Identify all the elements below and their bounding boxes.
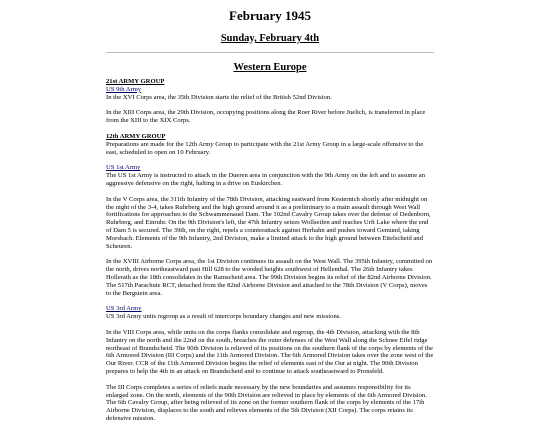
paragraph: US 3rd Army units regroup as a result of intercorps boundary changes and new missions. bbox=[106, 313, 341, 321]
paragraph: In the XIII Corps area, the 29th Division, occupying positions along the Roer River before Juelich, is transferred in place from the XIII to the XIX Corps. bbox=[106, 109, 426, 125]
army-link-9th[interactable]: US 9th Army bbox=[106, 85, 142, 93]
paragraph: In the V Corps area, the 311th Infantry of the 78th Division, attacking eastward from Kesternich shortly after midnight on the night of the 3-4, takes Ruhrberg and the high ground around it as a preliminary to a main assault through West Wall fortifications for approaches to the Schwammenauel Dam. The 102nd Cavalry Group takes over the defense of Dedenborn, Ruhrberg, and Einruhr. On the 9th Division's left, the 47th Infantry seizes Wollseifen and reaches Urft Lake where the end of Dam 5 is secured. The 39th, on the right, repels a counterattack against Herhahn and pushes toward Gemund, taking Morsbach. Elements of the 9th Infantry, 2nd Division, make a limited attack to the high ground between Ettelscheid and Scheuren. bbox=[106, 195, 431, 250]
paragraph: In the XVI Corps area, the 35th Division starts the relief of the British 52nd Division. bbox=[106, 93, 332, 101]
army-link-1st[interactable]: US 1st Army bbox=[106, 164, 141, 172]
paragraph: The US 1st Army is instructed to attack in the Dueren area in conjunction with the 9th Army on the left and to assume an aggressive defensive on the right, halting in a drive on Euskirchen. bbox=[106, 172, 425, 187]
paragraph: In the VIII Corps area, while units on the corps flanks consolidate and regroup, the 4th Division, attacking with the 8th Infantry on the north and the 22nd on the south, breaches the outer defenses of the West Wall along the Schnee Eifel ridge northeast of Brandscheid. The 90th Division is relieved of its positions on the southern flank of the corps by elements of the 6th Armored Division (III Corps) and the 11th Armored Division. The 6th Armored Division takes over the zone west of the Our River. CCR of the 11th Armored Division begins the relief of elements east of the Our at night. The 90th Division prepares to help the 4th in an attack on Brandscheid and to continue to attack southeastward to Pronsfeld. bbox=[106, 328, 434, 375]
army-link-3rd[interactable]: US 3rd Army bbox=[106, 305, 142, 313]
group-title: 12th ARMY GROUP bbox=[106, 132, 166, 140]
section-heading: Western Europe bbox=[233, 62, 307, 73]
page-title: February 1945 bbox=[229, 8, 311, 23]
group-12th bbox=[106, 133, 434, 423]
group-title: 21st ARMY GROUP bbox=[106, 78, 165, 85]
paragraph: Preparations are made for the 12th Army Group to participate with the 21st Army Group in a large-scale offensive to the east, scheduled to open on 10 February. bbox=[106, 140, 424, 156]
paragraph: The III Corps completes a series of reliefs made necessary by the new boundaries and assumes responsibility for its enlarged zone. On the north, elements of the 90th Division are relieved in place by elements of the 6th Armored Division. The 6th Cavalry Group, after being relieved of its zone on the former southern flank of the corps by elements of the 17th Airborne Division, displaces to the south and relieves elements of the 5th Division (XII Corps). The corps retains its defensive mission. bbox=[106, 383, 427, 422]
paragraph: In the XVIII Airborne Corps area, the 1st Division continues its assault on the West Wall. The 395th Infantry, committed on the north, drives northeastward past Hill 628 to the wooded heights southwest of Hellenthal. The 26th Infantry takes Hollerath as the 18th consolidates in the Ramscheid area. The 99th Division begins its relief of the 82nd Airborne Division. The 517th Parachute RCT, detached from the 82nd Airborne Division and attached to the 78th Division (V Corps), moves to the Bergstein area. bbox=[106, 258, 433, 297]
group-21st bbox=[106, 78, 434, 125]
date-heading: Sunday, February 4th bbox=[220, 33, 320, 44]
divider bbox=[106, 52, 434, 53]
